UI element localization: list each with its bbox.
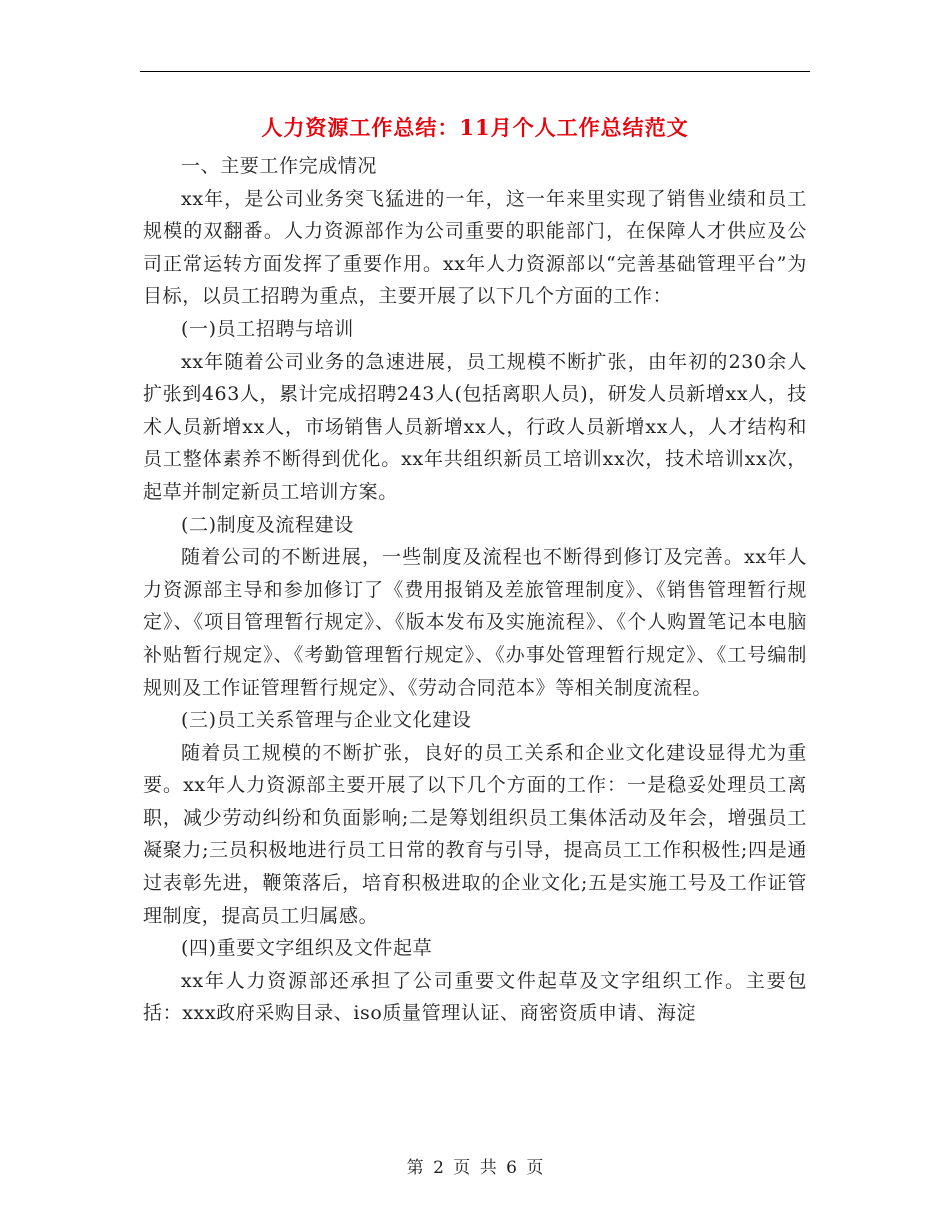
paragraph-employee-relations: 随着员工规模的不断扩张，良好的员工关系和企业文化建设显得尤为重要。xx年人力资源部主要开展了以下几个方面的工作：一是稳妥处理员工离职，减少劳动纠纷和负面影响;二是筹划组织员工集体活动及年会，增强员工凝聚力;三员积极地进行员工日常的教育与引导，提高员工工作积极性;四是通过表彰先进，鞭策落后，培育积极进取的企业文化;五是实施工号及工作证管理制度，提高员工归属感。 — [143, 741, 807, 927]
paragraph-overview: xx年，是公司业务突飞猛进的一年，这一年来里实现了销售业绩和员工规模的双翻番。人力资源部作为公司重要的职能部门，在保障人才供应及公司正常运转方面发挥了重要作用。xx年人力资源部以“完善基础管理平台”为目标，以员工招聘为重点，主要开展了以下几个方面的工作： — [143, 187, 807, 308]
subheading-system-process: (二)制度及流程建设 — [181, 513, 354, 536]
page-footer: 第 2 页 共 6 页 — [406, 1158, 544, 1178]
paragraph-system-process: 随着公司的不断进展，一些制度及流程也不断得到修订及完善。xx年人力资源部主导和参加修订了《费用报销及差旅管理制度》、《销售管理暂行规定》、《项目管理暂行规定》、《版本发布及实施流程》、《个人购置笔记本电脑补贴暂行规定》、《考勤管理暂行规定》、《办事处管理暂行规定》、《工号编制规则及工作证管理暂行规定》、《劳动合同范本》等相关制度流程。 — [143, 546, 807, 699]
document-body — [143, 150, 807, 1030]
section-heading-main-work: 一、主要工作完成情况 — [181, 155, 378, 177]
paragraph-recruitment-training: xx年随着公司业务的急速进展，员工规模不断扩张，由年初的230余人扩张到463人，累计完成招聘243人(包括离职人员)，研发人员新增xx人，技术人员新增xx人，市场销售人员新增xx人，行政人员新增xx人，人才结构和员工整体素养不断得到优化。xx年共组织新员工培训xx次，技术培训xx次，起草并制定新员工培训方案。 — [143, 350, 807, 503]
subheading-recruitment-training: (一)员工招聘与培训 — [181, 317, 354, 340]
document-title: 人力资源工作总结：11月个人工作总结范文 — [261, 115, 689, 140]
header-rule — [140, 71, 810, 72]
paragraph-document-drafting: xx年人力资源部还承担了公司重要文件起草及文字组织工作。主要包括：xxx政府采购目录、iso质量管理认证、商密资质申请、海淀 — [143, 969, 807, 1025]
subheading-employee-relations: (三)员工关系管理与企业文化建设 — [181, 709, 472, 732]
subheading-document-drafting: (四)重要文字组织及文件起草 — [181, 937, 433, 960]
